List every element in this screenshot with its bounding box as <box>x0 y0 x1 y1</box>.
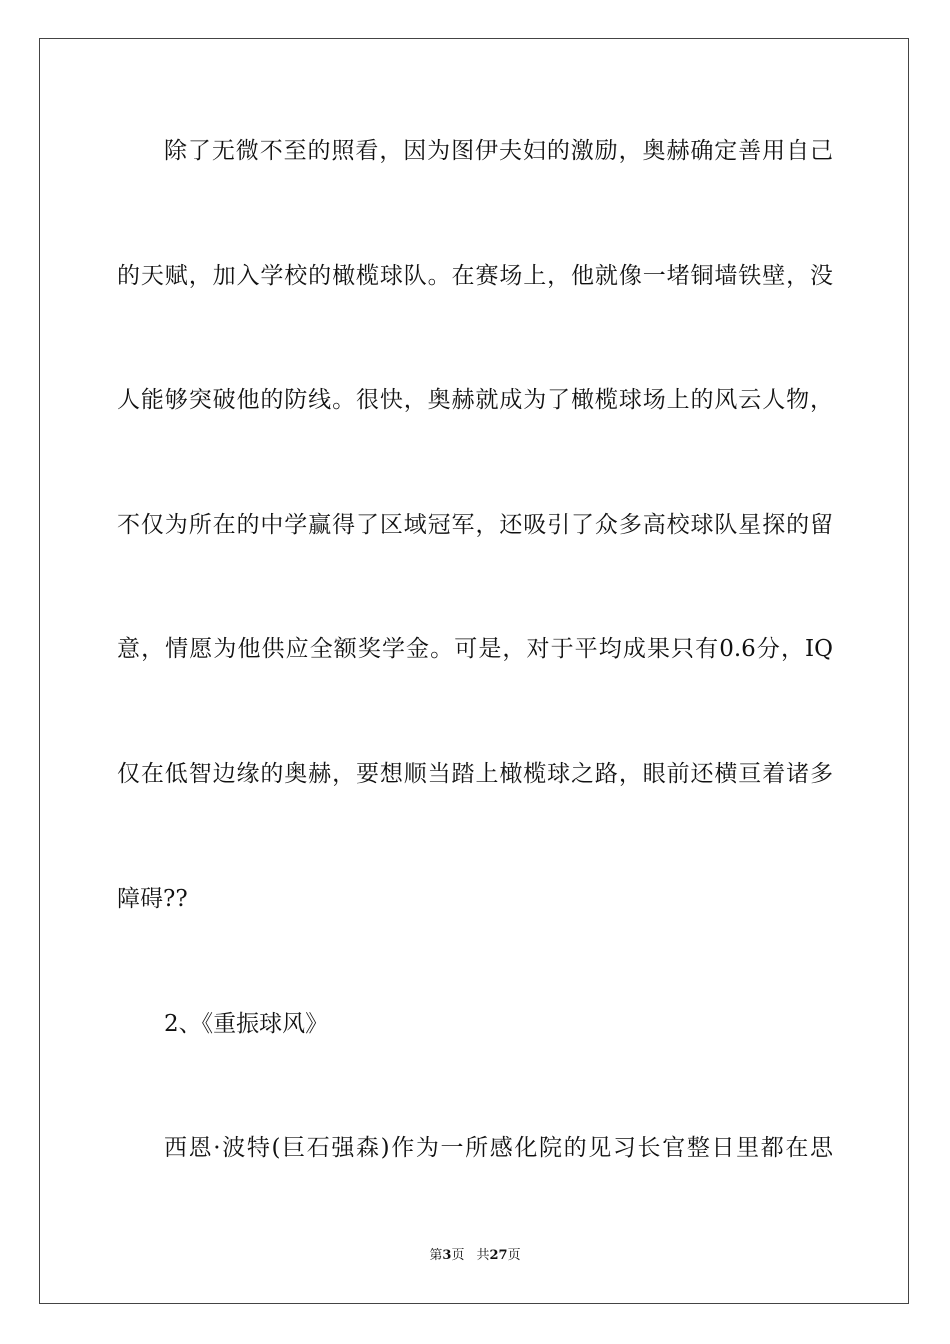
total-prefix: 共 <box>476 1248 490 1263</box>
page-footer <box>0 1247 950 1265</box>
text-line-6: 仅在低智边缘的奥赫，要想顺当踏上橄榄球之路，眼前还横亘着诸多 <box>117 761 833 787</box>
total-suffix: 页 <box>507 1248 521 1263</box>
text-line-1: 除了无微不至的照看，因为图伊夫妇的激励，奥赫确定善用自己 <box>164 138 833 164</box>
text-line-7: 障碍?? <box>117 886 188 912</box>
total-pages: 27 <box>489 1248 508 1263</box>
text-line-3: 人能够突破他的防线。很快，奥赫就成为了橄榄球场上的风云人物， <box>117 387 833 413</box>
page-prefix: 第 <box>429 1248 443 1263</box>
page-number: 3 <box>442 1248 452 1263</box>
text-line-2: 的天赋，加入学校的橄榄球队。在赛场上，他就像一堵铜墙铁壁，没 <box>117 263 833 289</box>
page-suffix: 页 <box>451 1248 465 1263</box>
section-heading: 2、《重振球风》 <box>164 1011 329 1037</box>
text-line-5: 意，情愿为他供应全额奖学金。可是，对于平均成果只有0.6分，IQ <box>117 636 833 662</box>
page-border <box>39 38 909 1304</box>
text-line-9: 西恩·波特(巨石强森)作为一所感化院的见习长官整日里都在思 <box>164 1135 833 1161</box>
text-line-4: 不仅为所在的中学赢得了区域冠军，还吸引了众多高校球队星探的留 <box>117 512 833 538</box>
